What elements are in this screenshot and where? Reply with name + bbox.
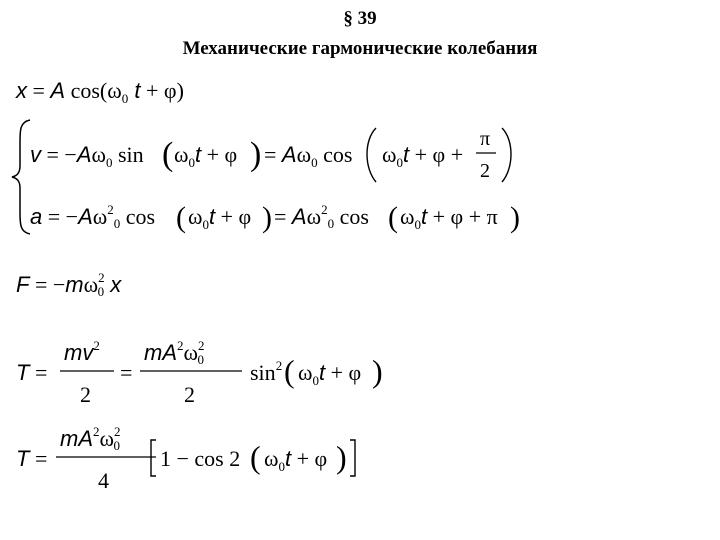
svg-text:ω0t + φ: $\omega_0t + \varphi$ (264, 446, 328, 474)
equation-acceleration (30, 196, 550, 236)
svg-text:): ) (336, 439, 347, 475)
svg-text:ω0t + φ: $\omega_0t + \varphi$ (174, 142, 238, 170)
svg-text:(: ( (250, 439, 261, 475)
svg-text:(: ( (176, 201, 186, 234)
svg-text:v = −Aω0 sin: $v = -A\omega_0$ sin (30, 142, 144, 170)
svg-text:2: 2 (480, 160, 490, 182)
svg-text:π: π (480, 128, 491, 150)
svg-text:(: ( (388, 201, 398, 234)
svg-text:T =: T = (16, 360, 48, 385)
svg-text:a = −Aω20 cos: $a = -A\omega^2_0$ cos (30, 202, 156, 231)
svg-text:F = −mω20 x: $F = -m\omega^2$ 0 x (16, 270, 122, 299)
equation-force (14, 262, 234, 302)
svg-text:2: 2 (184, 382, 195, 407)
svg-text:(: ( (162, 136, 174, 173)
svg-text:mv2: $mv^2$ (64, 338, 100, 365)
svg-text:): ) (510, 201, 520, 234)
svg-text:ω0t + φ +: $\omega_0t + \varphi$ + (382, 142, 464, 170)
svg-text:1 − cos 2: 1 − cos 2 (160, 446, 241, 471)
equation-kinetic-energy-alt (14, 422, 394, 502)
svg-text:sin2: $\sin^2$ (250, 358, 283, 385)
equation-displacement (14, 72, 274, 108)
svg-text:ω0t + φ + π: $\omega_0t + \varphi + \pi$ (400, 204, 498, 232)
svg-text:mA2ω20: $mA^2\omega^2$ 0 (60, 424, 121, 453)
page-title: Механические гармонические колебания (182, 38, 538, 59)
svg-text:T =: T = (16, 446, 48, 471)
svg-text:ω0t + φ: $\omega_0t + \varphi$ (298, 360, 362, 388)
svg-text:(: ( (284, 353, 295, 389)
svg-text:x = A cos(ω0 t + φ): x = A $\cos(\omega_0$ t + φ) (16, 78, 184, 106)
section-number: § 39 (343, 8, 377, 29)
svg-text:4: 4 (98, 468, 109, 493)
svg-text:ω0t + φ: $\omega_0t + \varphi$ (188, 204, 252, 232)
equation-velocity (30, 120, 530, 190)
svg-text:mA2ω20: $mA^2\omega^2$ 0 (144, 338, 205, 367)
svg-text:): ) (250, 136, 262, 173)
svg-text:= Aω0 cos: = $A\omega_0$ cos (264, 142, 353, 170)
svg-text:= Aω20 cos: = $A\omega^2_0$ cos (274, 202, 369, 231)
svg-text:): ) (372, 353, 383, 389)
equation-kinetic-energy (14, 336, 434, 416)
svg-text:=: = (120, 360, 133, 385)
svg-text:2: 2 (80, 382, 91, 407)
svg-text:): ) (262, 201, 272, 234)
